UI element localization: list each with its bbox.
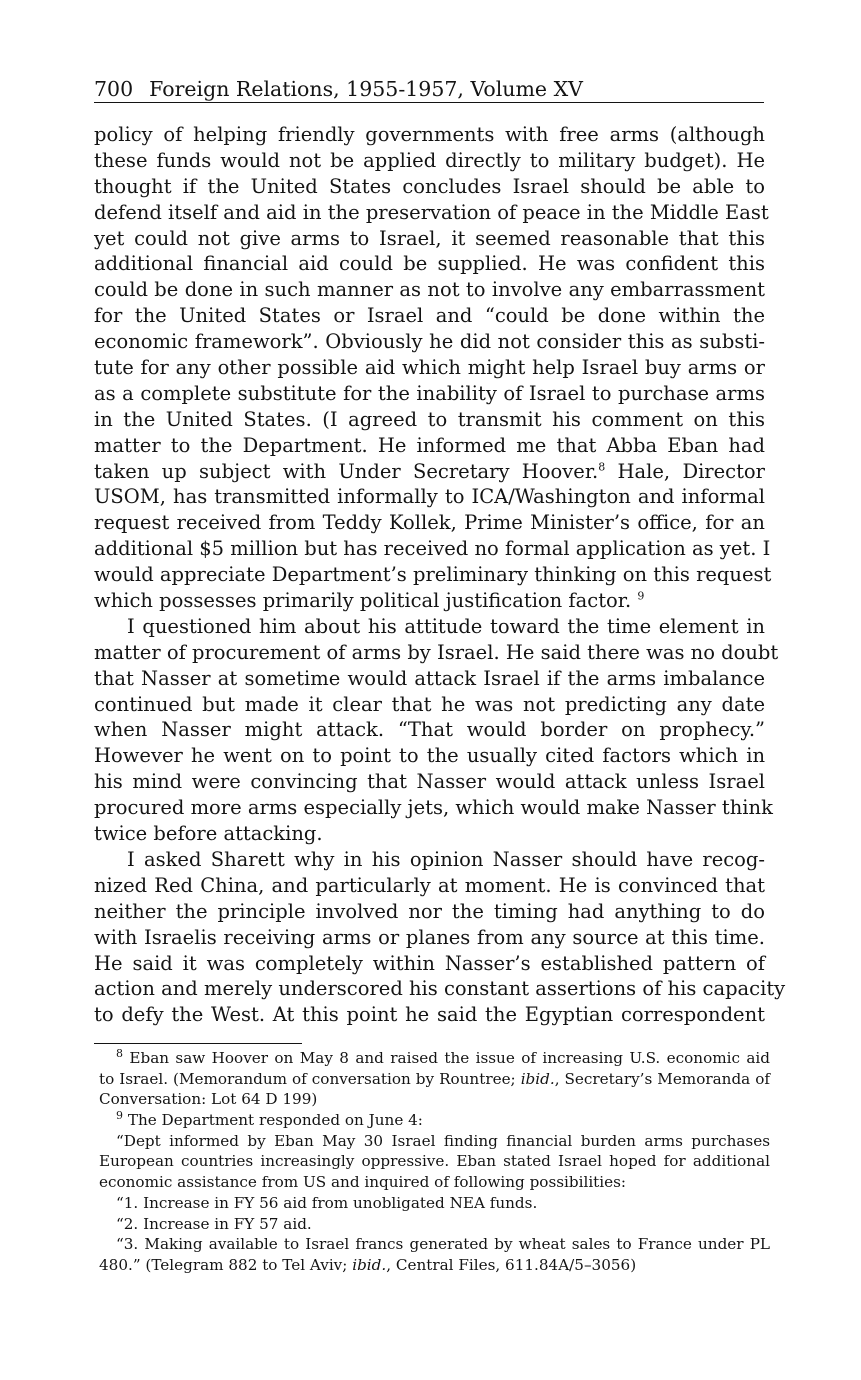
body-line: neither the principle involved nor the timing had anything to do [94, 899, 765, 923]
body-line: However he went on to point to the usually cited factors which in [94, 744, 765, 768]
body-line: matter of procurement of arms by Israel. He said there was no doubt [94, 640, 779, 664]
body-line: these funds would not be applied directly to military budget). He [94, 148, 765, 172]
body-line: his mind were convincing that Nasser would attack unless Israel [94, 770, 765, 794]
body-line: nized Red China, and particularly at moment. He is convinced that [94, 873, 765, 897]
footnotes [99, 1048, 770, 1276]
running-head-title: Foreign Relations, 1955-1957, Volume XV [149, 77, 583, 101]
body-line: to defy the West. At this point he said the Egyptian correspondent [94, 1003, 765, 1027]
body-line: in the United States. (I agreed to transmit his comment on this [94, 407, 765, 431]
running-head [94, 76, 764, 103]
body-line: for the United States or Israel and “could be done within the [94, 304, 765, 328]
body-line-text: which possesses primarily political justification factor. [94, 589, 632, 613]
footnote-list-item: “1. Increase in FY 56 aid from unobligated NEA funds. [116, 1193, 538, 1212]
body-line: He said it was completely within Nasser’s established pattern of [94, 951, 765, 975]
body-line: additional $5 million but has received no formal application as yet. I [94, 537, 771, 561]
footnote-marker-8: 8 [116, 1046, 123, 1060]
footnote-8 [99, 1048, 770, 1069]
footnote-quote-line: European countries increasingly oppressive. Eban stated Israel hoped for additional [99, 1152, 770, 1171]
body-line: as a complete substitute for the inability of Israel to purchase arms [94, 381, 765, 405]
body-line: thought if the United States concludes Israel should be able to [94, 174, 765, 198]
footnote-text: The Department responded on June 4: [127, 1111, 423, 1130]
body-line: matter to the Department. He informed me that Abba Eban had [94, 433, 765, 457]
body-line: I asked Sharett why in his opinion Nasser should have recog- [127, 847, 765, 871]
body-line: continued but made it clear that he was not predicting any date [94, 692, 765, 716]
footnote-divider [94, 1043, 302, 1044]
body-line: defend itself and aid in the preservation of peace in the Middle East [94, 200, 769, 224]
body-line: additional financial aid could be supplied. He was confident this [94, 252, 765, 276]
footnote-line [99, 1255, 770, 1276]
body-line: that Nasser at sometime would attack Israel if the arms imbalance [94, 666, 765, 690]
footnote-marker-9: 9 [116, 1109, 123, 1122]
body-line-with-footnote-ref [94, 459, 765, 485]
footnote-text: to Israel. (Memorandum of conversation by Rountree; [99, 1069, 516, 1088]
ibid-citation: ibid. [352, 1255, 387, 1274]
body-line: economic framework”. Obviously he did not consider this as substi- [94, 330, 765, 354]
body-line-text: Hale, Director [605, 459, 765, 483]
body-line: with Israelis receiving arms or planes from any source at this time. [94, 925, 765, 949]
body-line: could be done in such manner as not to involve any embarrassment [94, 278, 765, 302]
ibid-citation: ibid. [520, 1069, 555, 1088]
footnote-line [99, 1069, 770, 1090]
footnote-9 [99, 1110, 770, 1131]
body-line: action and merely underscored his constant assertions of his capacity [94, 977, 786, 1001]
body-line: tute for any other possible aid which might help Israel buy arms or [94, 356, 765, 380]
body-line-text: taken up subject with Under Secretary Hoover. [94, 459, 599, 483]
body-line: yet could not give arms to Israel, it seemed reasonable that this [94, 226, 765, 250]
footnote-text: Eban saw Hoover on May 8 and raised the issue of increasing U.S. economic aid [129, 1049, 770, 1067]
footnote-text: , Secretary’s Memoranda of [554, 1069, 770, 1088]
body-line: twice before attacking. [94, 822, 323, 846]
footnote-list-item: “3. Making available to Israel francs generated by wheat sales to France under PL [116, 1235, 770, 1254]
footnote-reference-9[interactable]: 9 [637, 589, 645, 603]
footnote-reference-8[interactable]: 8 [598, 460, 606, 474]
footnote-quote-line: economic assistance from US and inquired of following possibilities: [99, 1173, 627, 1192]
body-line: I questioned him about his attitude toward the time element in [127, 614, 765, 638]
footnote-text: 480.” (Telegram 882 to Tel Aviv; [99, 1255, 348, 1274]
page-number: 700 [94, 77, 134, 101]
body-line: would appreciate Department’s preliminary thinking on this request [94, 563, 772, 587]
footnote-quote-line: “Dept informed by Eban May 30 Israel finding financial burden arms purchases [116, 1131, 770, 1150]
body-line: request received from Teddy Kollek, Prime Minister’s office, for an [94, 511, 765, 535]
footnote-list-item: “2. Increase in FY 57 aid. [116, 1214, 312, 1233]
footnote-text: , Central Files, 611.84A/5–3056) [386, 1255, 637, 1274]
body-text [94, 122, 786, 1028]
body-line: when Nasser might attack. “That would border on prophecy.” [94, 718, 765, 742]
footnote-line: Conversation: Lot 64 D 199) [99, 1090, 318, 1109]
body-line: procured more arms especially jets, which would make Nasser think [94, 796, 773, 820]
body-line-with-footnote-ref [94, 588, 765, 614]
body-line: policy of helping friendly governments with free arms (although [94, 123, 765, 146]
body-line: USOM, has transmitted informally to ICA/Washington and informal [94, 485, 765, 509]
